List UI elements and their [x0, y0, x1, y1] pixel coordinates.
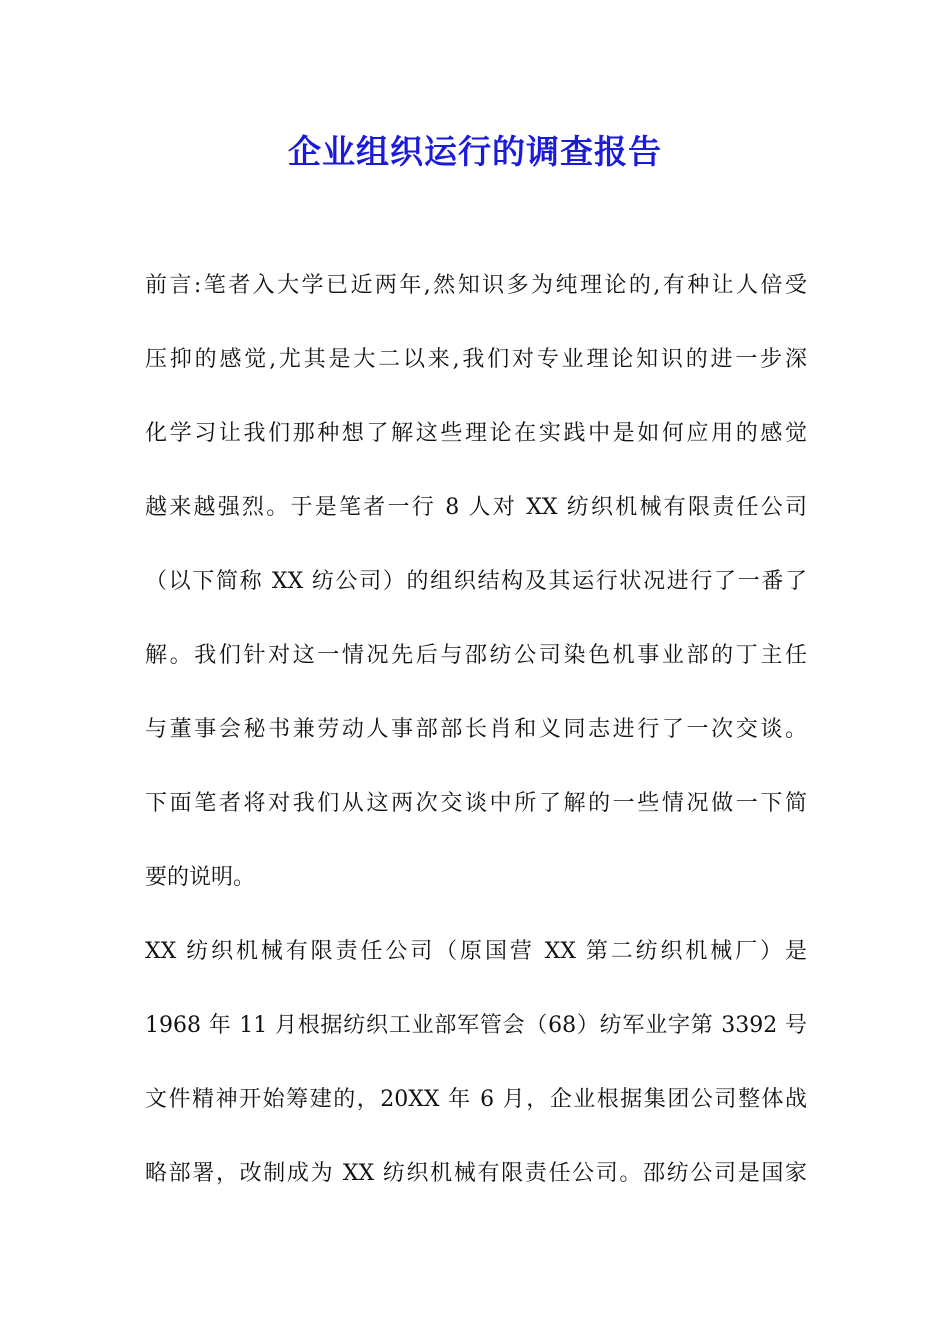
paragraph-line: 压抑的感觉,尤其是大二以来,我们对专业理论知识的进一步深: [145, 347, 807, 372]
paragraph-line: 与董事会秘书兼劳动人事部部长肖和义同志进行了一次交谈。: [145, 717, 807, 742]
paragraph-line: 文件精神开始筹建的，20XX 年 6 月，企业根据集团公司整体战: [145, 1087, 807, 1112]
document-title: 企业组织运行的调查报告: [288, 132, 662, 171]
paragraph-line: 下面笔者将对我们从这两次交谈中所了解的一些情况做一下简: [145, 791, 807, 816]
paragraph-line: 化学习让我们那种想了解这些理论在实践中是如何应用的感觉: [145, 421, 807, 446]
paragraph-line: （以下简称 XX 纺公司）的组织结构及其运行状况进行了一番了: [145, 569, 807, 594]
paragraph-line: 前言:笔者入大学已近两年,然知识多为纯理论的,有种让人倍受: [145, 273, 807, 298]
paragraph-line: XX 纺织机械有限责任公司（原国营 XX 第二纺织机械厂）是: [145, 939, 807, 964]
document-body: [145, 260, 807, 1222]
paragraph-line: 越来越强烈。于是笔者一行 8 人对 XX 纺织机械有限责任公司: [145, 495, 807, 520]
paragraph-line: 解。我们针对这一情况先后与邵纺公司染色机事业部的丁主任: [145, 643, 807, 668]
paragraph-line: 要的说明。: [145, 865, 256, 890]
paragraph-line: 略部署，改制成为 XX 纺织机械有限责任公司。邵纺公司是国家: [145, 1161, 807, 1186]
paragraph-line: 1968 年 11 月根据纺织工业部军管会（68）纺军业字第 3392 号: [145, 1013, 807, 1038]
